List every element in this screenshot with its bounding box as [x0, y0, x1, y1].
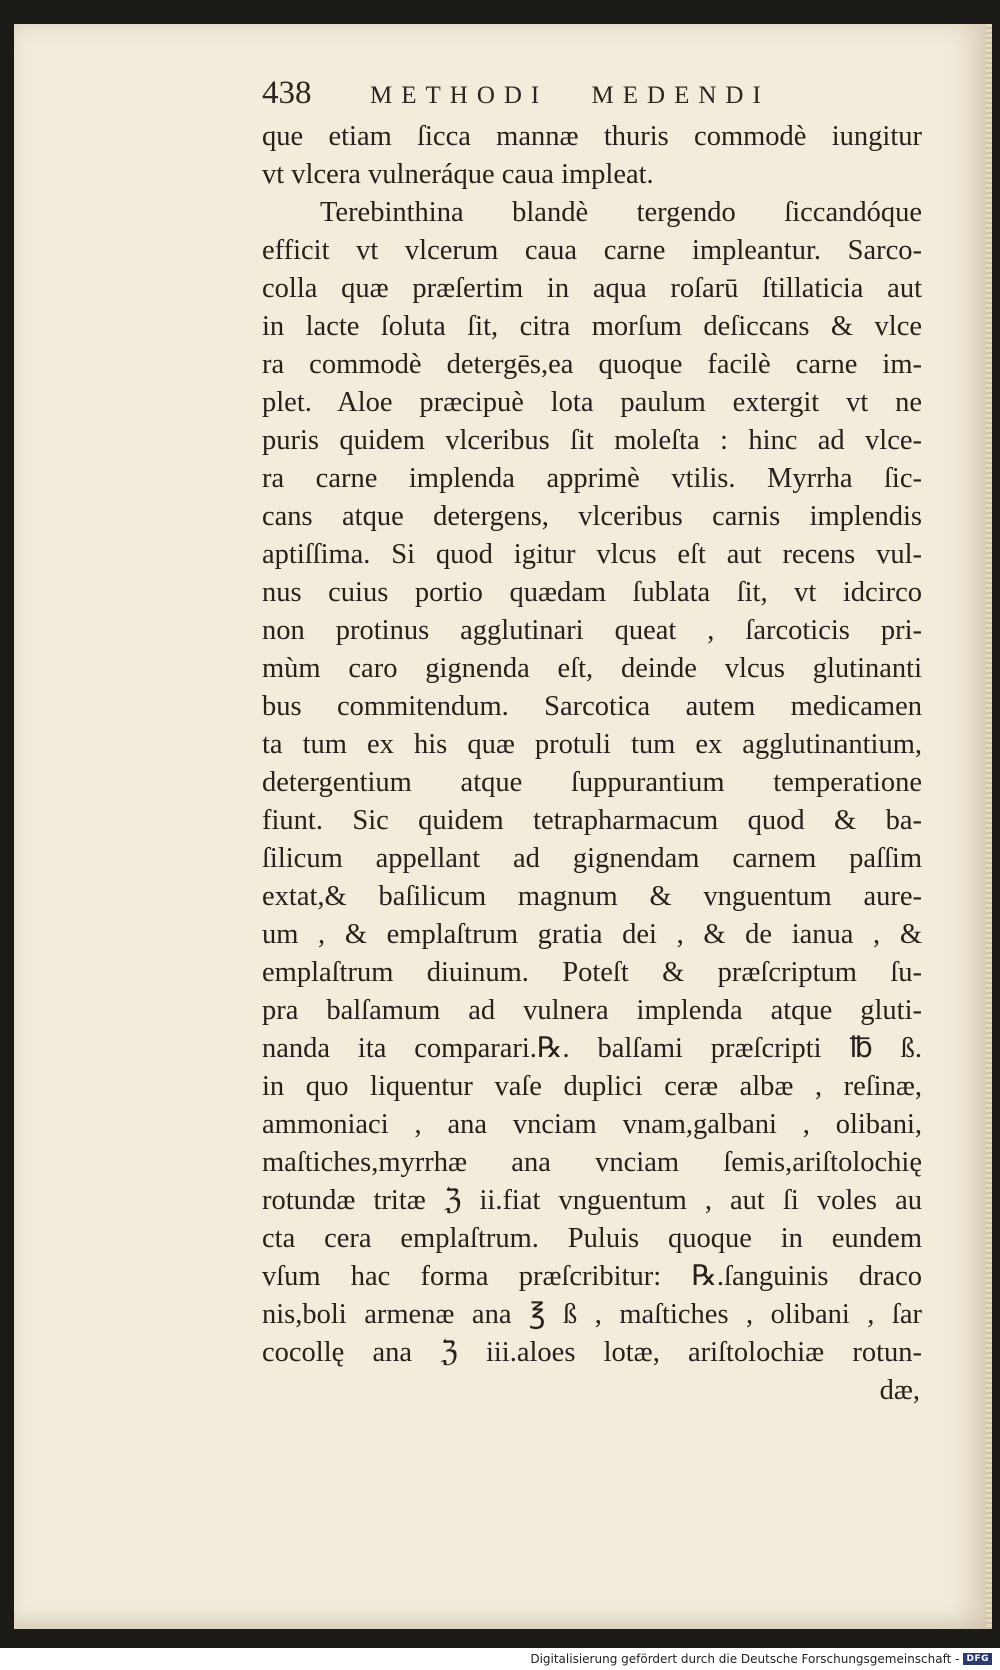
- digitization-credit-bar: [0, 1648, 1000, 1670]
- text-line: non protinus agglutinari queat , ſarcoticis pri-: [262, 615, 922, 646]
- text-line: ra carne implenda apprimè vtilis. Myrrha ſic-: [262, 463, 922, 494]
- text-line: efficit vt vlcerum caua carne impleantur. Sarco-: [262, 235, 922, 266]
- text-line: ta tum ex his quæ protuli tum ex agglutinantium,: [262, 729, 922, 760]
- text-line: emplaſtrum diuinum. Poteſt & præſcriptum ſu-: [262, 957, 922, 988]
- dfg-logo: DFG: [963, 1653, 992, 1665]
- page-header: [262, 75, 922, 112]
- text-line: cans atque detergens, vlceribus carnis implendis: [262, 501, 922, 532]
- text-line: que etiam ſicca mannæ thuris commodè iungitur: [262, 121, 922, 152]
- text-line: rotundæ tritæ ℨ ii.fiat vnguentum , aut ſi voles au: [262, 1185, 922, 1216]
- text-line: nanda ita comparari.℞. balſami præſcripti ℔ ß.: [262, 1033, 922, 1064]
- text-line: um , & emplaſtrum gratia dei , & de ianua , &: [262, 919, 922, 950]
- text-line: cta cera emplaſtrum. Puluis quoque in eundem: [262, 1223, 922, 1254]
- page-edge: [986, 24, 992, 1629]
- page-number: 438: [262, 75, 312, 111]
- text-line: detergentium atque ſuppurantium temperatione: [262, 767, 922, 798]
- text-line: aptiſſima. Si quod igitur vlcus eſt aut recens vul-: [262, 539, 922, 570]
- text-line: ra commodè detergēs,ea quoque facilè carne im-: [262, 349, 922, 380]
- text-line: fiunt. Sic quidem tetrapharmacum quod & ba-: [262, 805, 922, 836]
- text-line: puris quidem vlceribus ſit moleſta : hinc ad vlce-: [262, 425, 922, 456]
- text-line: ammoniaci , ana vnciam vnam,galbani , olibani,: [262, 1109, 922, 1140]
- text-line: Terebinthina blandè tergendo ſiccandóque: [320, 197, 922, 228]
- text-line: nis,boli armenæ ana ℥ ß , maſtiches , olibani , ſar: [262, 1299, 922, 1330]
- text-line: pra balſamum ad vulnera implenda atque gluti-: [262, 995, 922, 1026]
- text-line: nus cuius portio quædam ſublata ſit, vt idcirco: [262, 577, 922, 608]
- body-text: [262, 118, 922, 1410]
- text-line: in lacte ſoluta ſit, citra morſum deſiccans & vlce: [262, 311, 922, 342]
- digitization-credit: Digitalisierung gefördert durch die Deutsche Forschungsgemeinschaft -: [530, 1652, 960, 1666]
- text-line: bus commitendum. Sarcotica autem medicamen: [262, 691, 922, 722]
- text-line: colla quæ præſertim in aqua roſarū ſtillaticia aut: [262, 273, 922, 304]
- running-head: METHODI MEDENDI: [370, 82, 770, 109]
- text-line: maſtiches,myrrhæ ana vnciam ſemis,ariſtolochię: [262, 1147, 922, 1178]
- text-line: in quo liquentur vaſe duplici ceræ albæ , reſinæ,: [262, 1071, 922, 1102]
- catchword: dæ,: [879, 1375, 920, 1406]
- text-line: ſilicum appellant ad gignendam carnem paſſim: [262, 843, 922, 874]
- text-line: plet. Aloe præcipuè lota paulum extergit vt ne: [262, 387, 922, 418]
- text-line: extat,& baſilicum magnum & vnguentum aure-: [262, 881, 922, 912]
- text-line: vt vlcera vulneráque caua impleat.: [262, 159, 654, 190]
- text-line: cocollę ana ℨ iii.aloes lotæ, ariſtolochiæ rotun-: [262, 1337, 922, 1368]
- text-line: mùm caro gignenda eſt, deinde vlcus glutinanti: [262, 653, 922, 684]
- text-line: vſum hac forma præſcribitur: ℞.ſanguinis draco: [262, 1261, 922, 1292]
